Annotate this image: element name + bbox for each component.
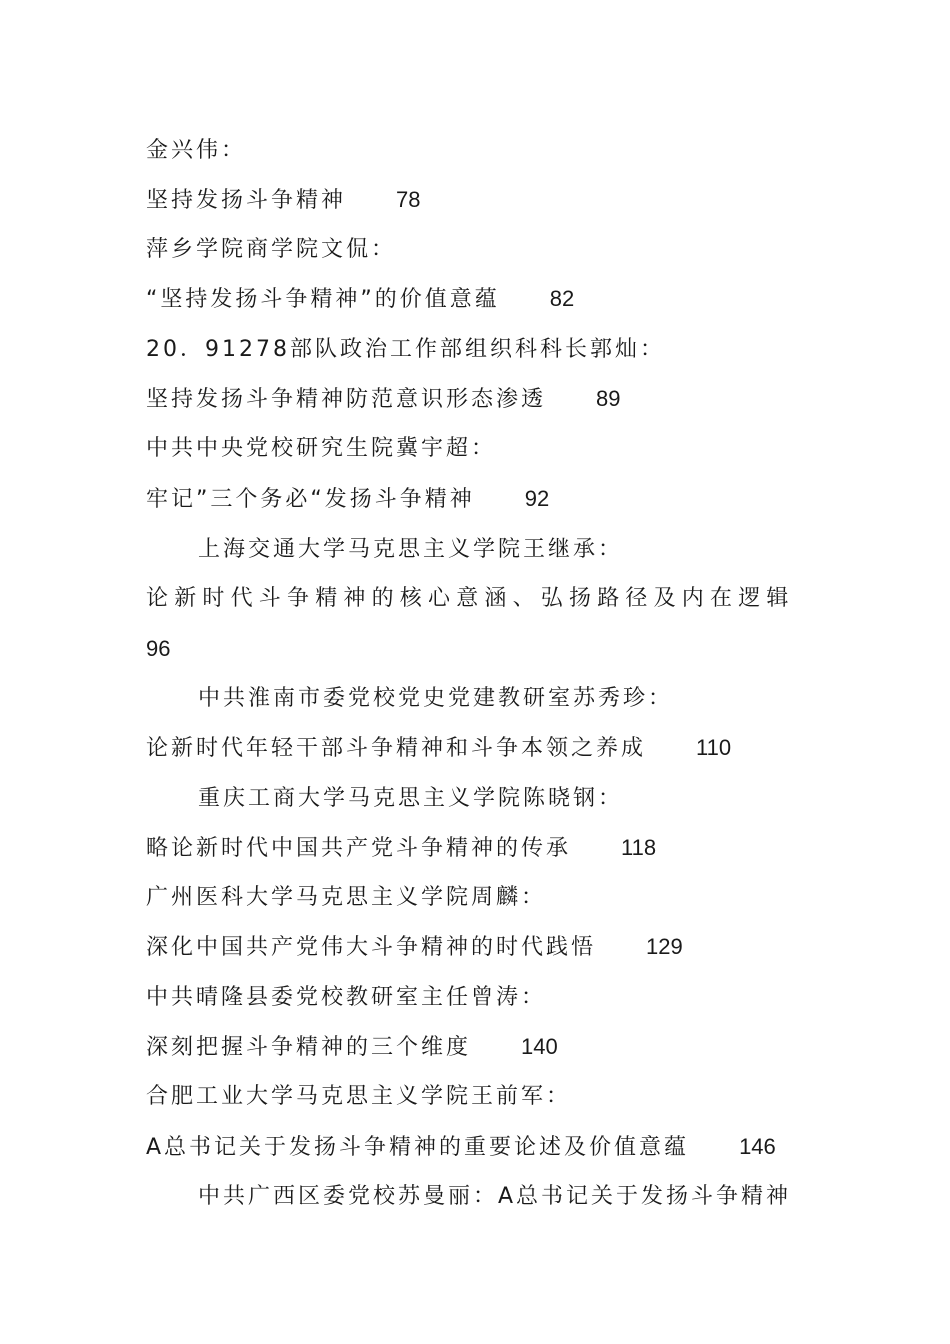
toc-author-line: 萍乡学院商学院文侃： <box>146 237 397 262</box>
toc-page-number: 96 <box>146 636 171 661</box>
toc-page-number: 89 <box>596 386 621 411</box>
toc-page-number: 129 <box>646 934 683 959</box>
toc-page-number: 140 <box>521 1034 558 1059</box>
toc-page-number: 118 <box>621 835 657 860</box>
toc-title-line: 略论新时代中国共产党斗争精神的传承 118 <box>146 835 657 861</box>
toc-page-number: 78 <box>396 187 421 212</box>
toc-author-line: 20．91278部队政治工作部组织科科长郭灿： <box>146 337 665 362</box>
toc-title-line: 牢记”三个务必“发扬斗争精神 92 <box>146 486 550 512</box>
toc-title-line: 深刻把握斗争精神的三个维度 140 <box>146 1034 558 1060</box>
toc-author-line: 中共中央党校研究生院冀宇超： <box>146 436 497 461</box>
toc-page-number: 110 <box>696 735 732 760</box>
toc-author-line: 上海交通大学马克思主义学院王继承： <box>198 537 624 562</box>
toc-author-line: 合肥工业大学马克思主义学院王前军： <box>146 1084 572 1109</box>
toc-page-number: 82 <box>549 286 575 311</box>
toc-author-line: 重庆工商大学马克思主义学院陈晓钢： <box>198 786 624 811</box>
toc-author-line: 金兴伟： <box>146 138 247 163</box>
toc-title-line: 论新时代斗争精神的核心意涵、弘扬路径及内在逻辑 <box>146 586 795 611</box>
toc-author-line: 广州医科大学马克思主义学院周麟： <box>146 885 547 910</box>
toc-author-line: 中共广西区委党校苏曼丽：A总书记关于发扬斗争精神 <box>198 1184 792 1209</box>
toc-title-line: 坚持发扬斗争精神 78 <box>146 187 421 213</box>
toc-title-line: 论新时代年轻干部斗争精神和斗争本领之养成 110 <box>146 735 732 761</box>
toc-title-line: A总书记关于发扬斗争精神的重要论述及价值意蕴 146 <box>146 1134 776 1160</box>
toc-author-line: 中共晴隆县委党校教研室主任曾涛： <box>146 985 547 1010</box>
toc-title-line: “坚持发扬斗争精神”的价值意蕴 82 <box>146 286 575 312</box>
toc-title-line: 深化中国共产党伟大斗争精神的时代践悟 129 <box>146 934 683 960</box>
toc-page-number: 92 <box>524 486 550 511</box>
toc-page-number-line <box>146 634 826 665</box>
toc-title-line: 坚持发扬斗争精神防范意识形态渗透 89 <box>146 386 621 412</box>
toc-page-number: 146 <box>739 1134 776 1159</box>
toc-author-line: 中共淮南市委党校党史党建教研室苏秀珍： <box>198 686 674 711</box>
